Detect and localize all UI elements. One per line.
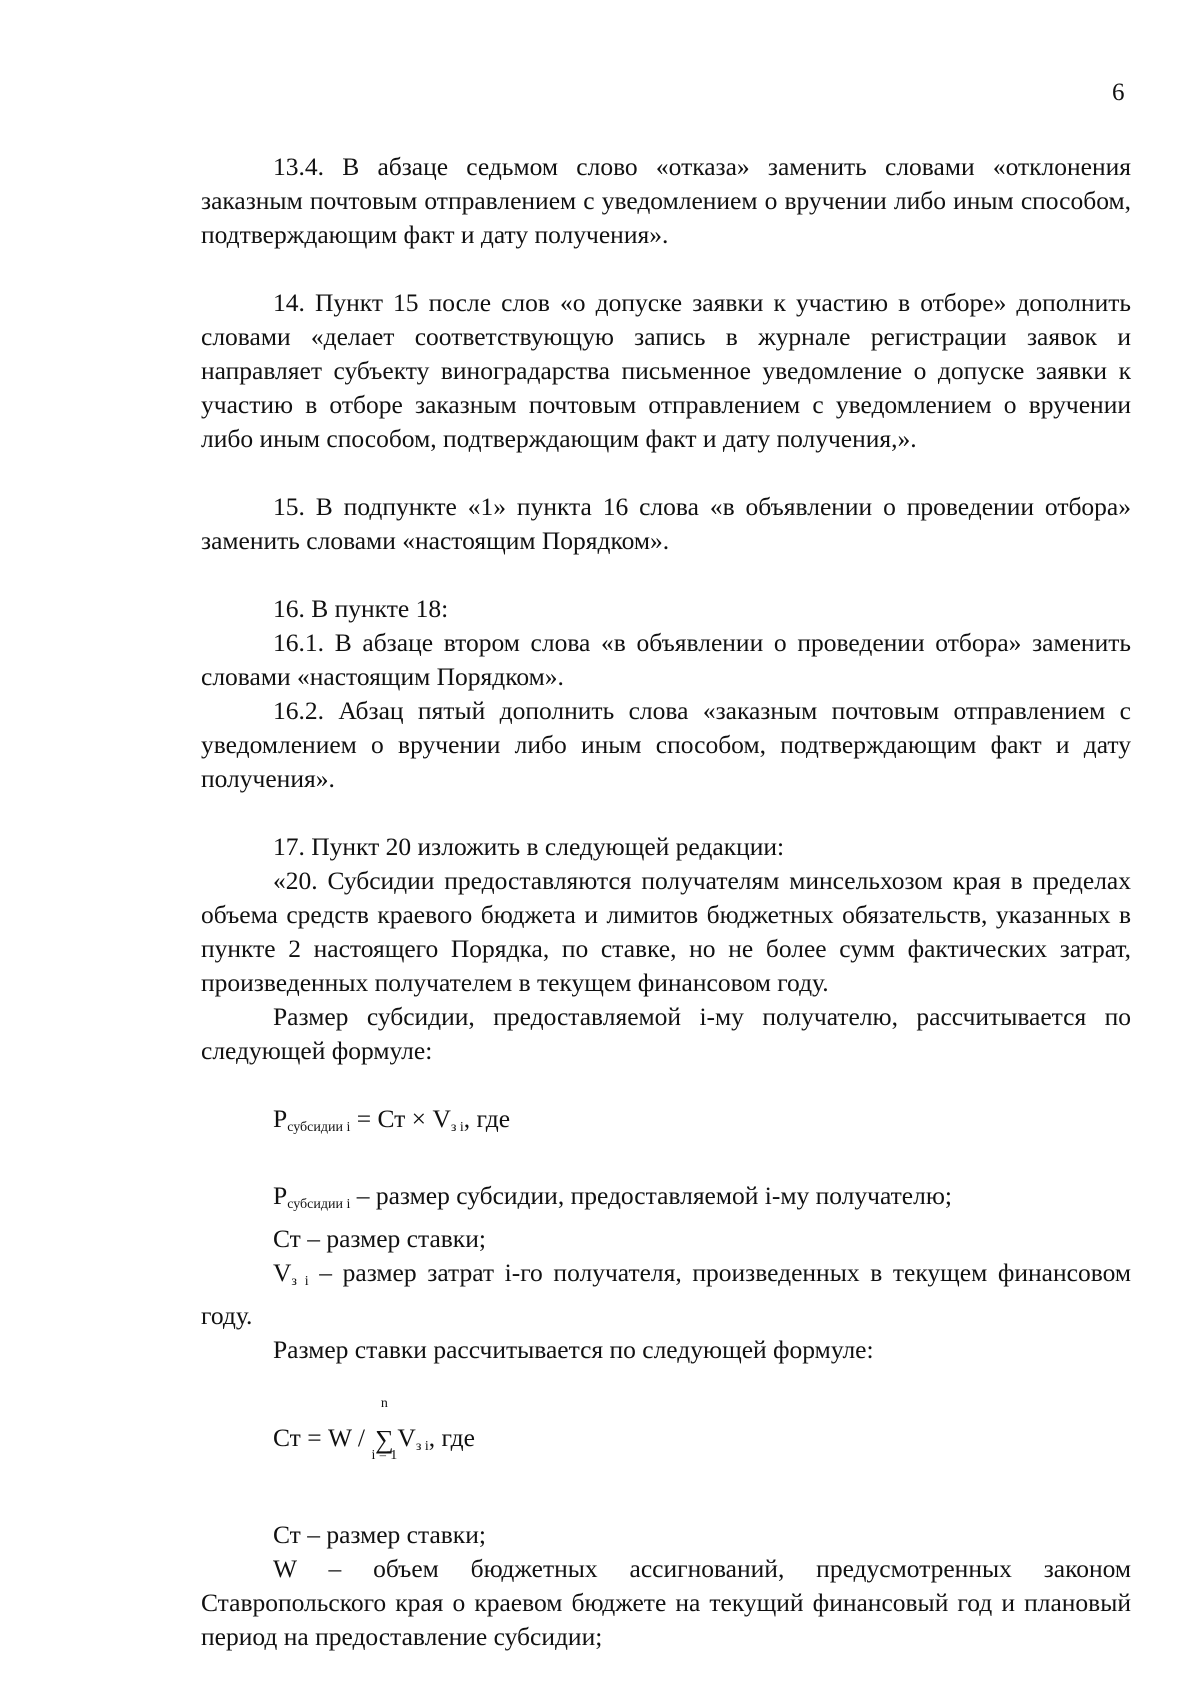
sum-symbol: n ∑ i = 1	[371, 1396, 398, 1463]
paragraph-15: 15. В подпункте «1» пункта 16 слова «в объявлении о проведении отбора» заменить словами «настоящим Порядком».	[201, 492, 1131, 555]
definition-w: W – объем бюджетных ассигнований, предусмотренных законом Ставропольского края о краевом бюджете на текущий финансовый год и плановый период на предоставление субсидии;	[201, 1554, 1131, 1651]
paragraph-13-4: 13.4. В абзаце седьмом слово «отказа» заменить словами «отклонения заказным почтовым отправлением с уведомлением о вручении либо иным способом, подтверждающим факт и дату получения».	[201, 152, 1131, 249]
paragraph-20-text: «20. Субсидии предоставляются получателям минсельхозом края в пределах объема средств краевого бюджета и лимитов бюджетных обязательств, указанных в пункте 2 настоящего Порядка, по ставке, но не более сумм фактических затрат, произведенных получателем в текущем финансовом году.	[201, 866, 1131, 997]
formula-subsidy: $Р_{субсидии i}$ = Ст × $V_{з i}$, где	[273, 1104, 511, 1135]
document-body	[201, 150, 1131, 1654]
definition-p-subsidy: $Р_{субсидии i}$ – размер субсидии, предоставляемой i-му получателю;	[273, 1181, 952, 1212]
definition-ct-1: Ст – размер ставки;	[273, 1224, 486, 1253]
paragraph-16: 16. В пункте 18:	[273, 594, 449, 623]
rate-intro: Размер ставки рассчитывается по следующей формуле:	[273, 1335, 874, 1364]
paragraph-16-1: 16.1. В абзаце втором слова «в объявлении о проведении отбора» заменить словами «настоящим Порядком».	[201, 628, 1131, 691]
paragraph-14: 14. Пункт 15 после слов «о допуске заявки к участию в отборе» дополнить словами «делает соответствующую запись в журнале регистрации заявок и направляет субъекту виноградарства письменное уведомление о допуске заявки к участию в отборе заказным почтовым отправлением с уведомлением о вручении либо иным способом, подтверждающим факт и дату получения,».	[201, 288, 1131, 453]
definition-ct-2: Ст – размер ставки;	[273, 1520, 486, 1549]
formula-rate: Ст = W / n ∑ i = 1 $V_{з i}$, где	[273, 1396, 475, 1463]
paragraph-size-intro: Размер субсидии, предоставляемой i-му получателю, рассчитывается по следующей формуле:	[201, 1002, 1131, 1065]
page-number: 6	[1112, 79, 1125, 106]
paragraph-16-2: 16.2. Абзац пятый дополнить слова «заказным почтовым отправлением с уведомлением о вручении либо иным способом, подтверждающим факт и дату получения».	[201, 696, 1131, 793]
paragraph-17: 17. Пункт 20 изложить в следующей редакции:	[273, 832, 785, 861]
definition-v: $V_{з i}$ – размер затрат i-го получателя, произведенных в текущем финансовом году.	[201, 1258, 1131, 1330]
